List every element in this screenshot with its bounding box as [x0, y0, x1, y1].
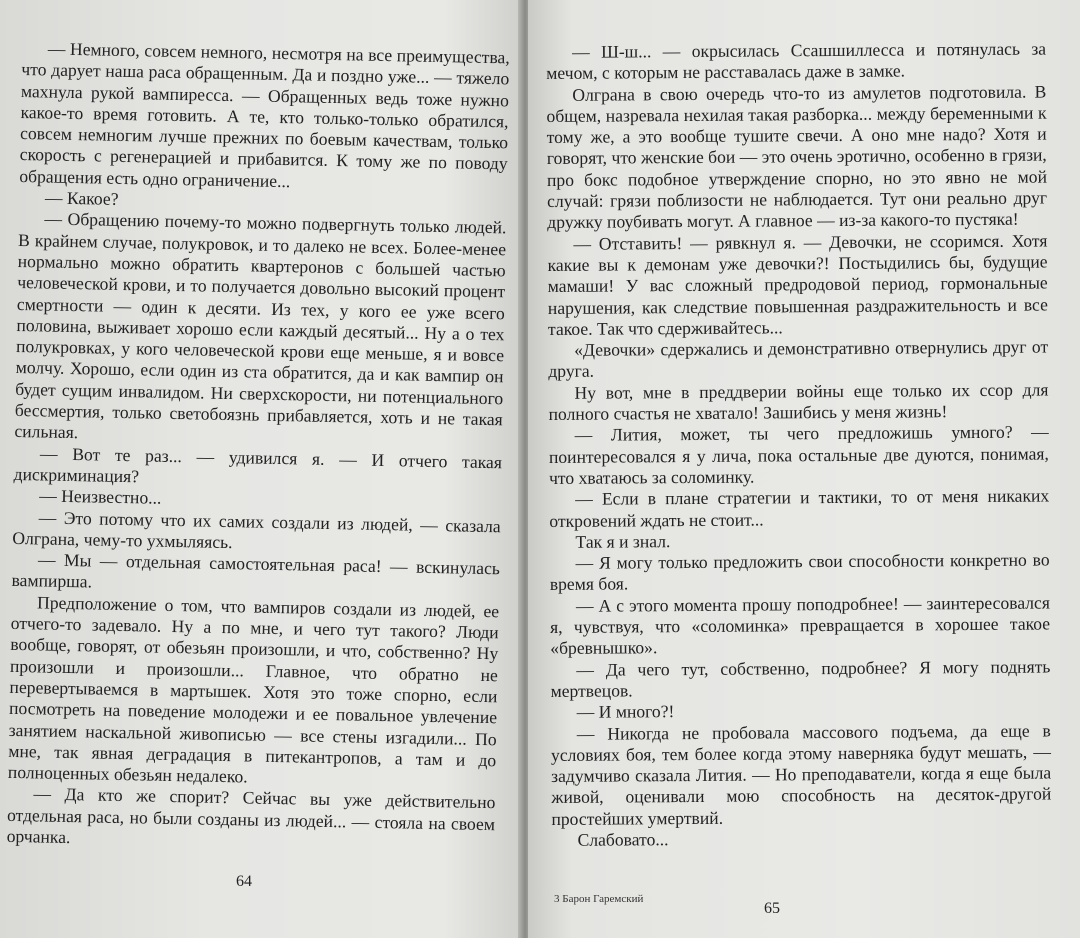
paragraph: — Немного, совсем немного, несмотря на все преимущества, что дарует наша раса обращенным. Да и поздно уже... — тяжело махнула рукой вампиресса. — Обращенных ведь тоже нужно какое-то время готовить. А те, кто только-только обратился, совсем немногим лучше прежних по боевым качествам, только скорость с регенерацией и прибавится. К тому же по поводу обращения есть одно ограничение...: [19, 38, 510, 191]
paragraph: — Какое?: [44, 187, 119, 209]
page-number-right: 65: [764, 900, 780, 917]
paragraph: Слабовато...: [577, 829, 669, 850]
paragraph: — Это потому что их самих создали из людей, — сказала Олграна, чему-то ухмыляясь.: [12, 506, 501, 552]
left-page: [0, 0, 522, 938]
left-page-text: [6, 38, 509, 857]
paragraph: — И много?!: [576, 701, 675, 723]
paragraph: Предположение о том, что вампиров создали из людей, ее отчего-то задевало. Ну а по мне, и чего тут такого? Люди вообще, говорят, от обезьян произошли, и что, собственно? Ну произошли и произошли... Главное, что обратно не перевертываемся в мартышек. Хотя это тоже спорно, если посмотреть на поведение молодежи и ее повальное увлечение занятием наскальной живописью — все стены изгадили... По мне, так явная деградация в питекантропов, а там и до полноценных обезьян недалеко.: [7, 592, 500, 787]
page-number-left: 64: [236, 873, 252, 890]
paragraph: — Неизвестно...: [39, 485, 162, 508]
paragraph: — Я могу только предложить свои способности конкретно во время боя.: [549, 549, 1050, 595]
paragraph: «Девочки» сдержались и демонстративно отвернулись друг от друга.: [548, 336, 1049, 382]
paragraph: — Лития, может, ты чего предложишь умного? — поинтересовался я у лича, пока остальные две дуются, понимая, что хватаюсь за соломинку.: [548, 421, 1049, 488]
paragraph: — А с этого момента прошу поподробнее! — заинтересовался я, чувствуя, что «соломинка» превращается в хорошее такое «бревнышко».: [550, 592, 1051, 659]
paragraph: — Да чего тут, собственно, подробнее? Я могу поднять мертвецов.: [550, 656, 1051, 701]
right-page-text: [546, 39, 1052, 852]
paragraph: — Ш-ш... — окрысилась Ссашшиллесса и потянулась за мечом, с которым не расставалась даже в замке.: [546, 38, 1047, 84]
paragraph: — Отставить! — рявкнул я. — Девочки, не ссоримся. Хотя какие вы к демонам уже девочки?! Постыдились бы, будущие мамаши! У вас сложный предродовой период, гормональные нарушения, как следствие повышенная раздражительность и все такое. Так что сдерживайтесь...: [547, 230, 1048, 339]
paragraph: — Если в плане стратегии и тактики, то от меня никаких откровений ждать не стоит...: [549, 485, 1050, 531]
paragraph: — Никогда не пробовала массового подъема, да еще в условиях боя, тем более когда этому наверняка будут мешать, — задумчиво сказала Лития. — Но преподаватели, когда я еще была живой, оценивали мою способность на десяток-другой простейших умертвий.: [550, 719, 1052, 829]
paragraph: — Вот те раз... — удивился я. — И отчего такая дискриминация?: [13, 443, 503, 487]
paragraph: — Обращению почему-то можно подвергнуть только людей. В крайнем случае, полукровок, и то далеко не всех. Более-менее нормально можно обратить квартеронов с большей частью человеческой крови, и то получается довольно высокий процент смертности — один к десяти. Из тех, у кого ее уже всего половина, выживает хорошо если каждый десятый... Ну а о тех полукровках, у кого человеческой крови еще меньше, я и вовсе молчу. Хорошо, если один из ста обратится, да и как вампир он будет сущим инвалидом. Ни сверхскорости, ни потенциального бессмертия, только светобоязнь прибавляется, хоть и не такая сильная.: [14, 208, 507, 443]
paragraph: Так я и знал.: [575, 530, 671, 552]
paragraph: — Да кто же спорит? Сейчас вы уже действительно отдельная раса, но были созданы из людей... — стояла на своем орчанка.: [6, 783, 496, 848]
paragraph: Олграна в свою очередь что-то из амулетов подготовила. В общем, назревала нехилая такая разборка... между беременными к тому же, а это вообще тушите свечи. А оно мне надо? Хотя и говорят, что женские бои — это очень эротично, особенно в грязи, про бокс подобное утверждение спорно, но это явно не мой случай: грязи поблизости не наблюдается. Тут они реально друг дружку поубивать могут. А главное — из-за какого-то пустяка!: [546, 81, 1048, 233]
signature-mark: 3 Барон Гаремский: [554, 893, 644, 905]
paragraph: — Мы — отдельная самостоятельная раса! — вскинулась вампирша.: [11, 549, 501, 592]
paragraph: Ну вот, мне в преддверии войны еще только их ссор для полного счастья не хватало! Зашибись у меня жизнь!: [548, 379, 1049, 425]
right-page: [528, 0, 1080, 938]
